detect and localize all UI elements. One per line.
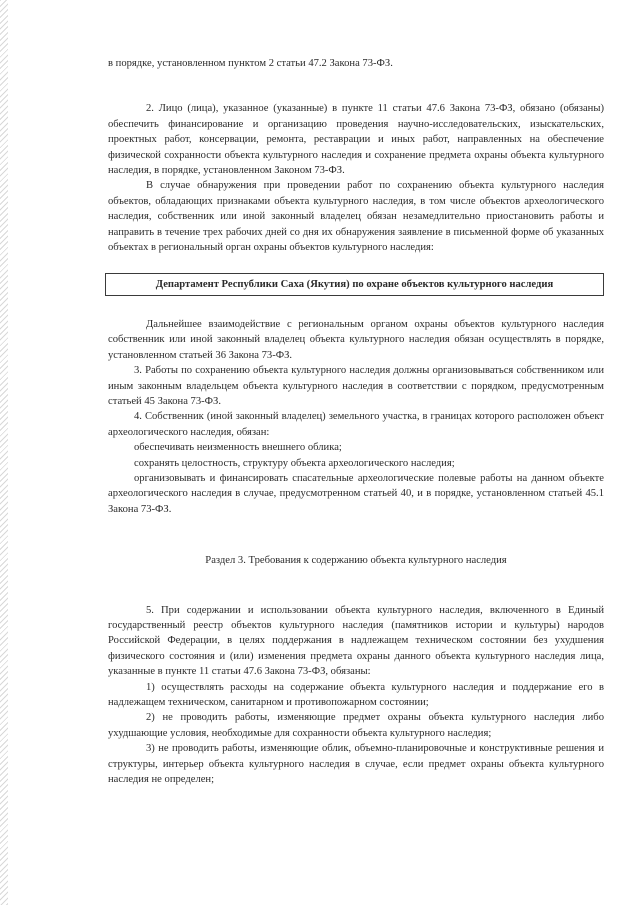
paragraph-interaction: Дальнейшее взаимодействие с региональным органом охраны объектов культурного наследия собственник или иной законный владелец объекта культурного наследия обязан осуществлять в порядке, установленном статьей 36 Закона 73-ФЗ. xyxy=(108,318,604,361)
paragraph-5: 5. При содержании и использовании объекта культурного наследия, включенного в Единый государственный реестр объектов культурного наследия (памятников истории и культуры) народов Российской Федерации, в целях поддержания в надлежащем техническом состоянии без ухудшения физического состояния и (или) изменения предмета охраны данного объекта культурного наследия лица, указанные в пункте 11 статьи 47.6 Закона 73-ФЗ, обязаны: xyxy=(108,604,604,678)
list-item-1: 1) осуществлять расходы на содержание объекта культурного наследия и поддержание его в надлежащем техническом, санитарном и противопожарном состоянии; xyxy=(108,681,604,708)
paragraph-discovery: В случае обнаружения при проведении работ по сохранению объекта культурного наследия объектов, обладающих признаками объекта культурного наследия, в том числе объектов археологического наследия, собственник или иной законный владелец обязан незамедлительно приостановить работы и направить в течение трех рабочих дней со дня их обнаружения заявление в письменной форме об указанных объектах в региональный орган охраны объектов культурного наследия: xyxy=(108,180,604,254)
paragraph-4: 4. Собственник (иной законный владелец) земельного участка, в границах которого расположен объект археологического наследия, обязан: xyxy=(108,411,604,438)
list-item-appearance: обеспечивать неизменность внешнего облика; xyxy=(134,442,342,454)
scan-binding-edge xyxy=(0,0,8,905)
authority-name-box: Департамент Республики Саха (Якутия) по охране объектов культурного наследия xyxy=(105,273,604,295)
list-item-3: 3) не проводить работы, изменяющие облик, объемно-планировочные и конструктивные решения и структуры, интерьер объекта культурного наследия в случае, если предмет охраны объекта культурного наследия не определен; xyxy=(108,743,604,786)
list-item-integrity: сохранять целостность, структуру объекта археологического наследия; xyxy=(134,457,455,469)
list-item-2: 2) не проводить работы, изменяющие предмет охраны объекта культурного наследия либо ухудшающие условия, необходимые для сохранности объекта культурного наследия; xyxy=(108,712,604,739)
paragraph-3: 3. Работы по сохранению объекта культурного наследия должны организовываться собственником или иным законным владельцем объекта культурного наследия в соответствии с порядком, предусмотренным статьей 45 Закона 73-ФЗ. xyxy=(108,365,604,407)
list-item-rescue-works: организовывать и финансировать спасательные археологические полевые работы на данном объекте археологического наследия в случае, предусмотренном статьей 40, и в порядке, установленном статьей 45.1 Закона 73-ФЗ. xyxy=(108,472,604,515)
paragraph-2: 2. Лицо (лица), указанное (указанные) в пункте 11 статьи 47.6 Закона 73-ФЗ, обязано (обязаны) обеспечить финансирование и организацию проведения научно-исследовательских, изыскательских, проектных работ, консервации, ремонта, реставрации и иных работ, направленных на обеспечение физической сохранности объекта культурного наследия и сохранение предмета охраны объекта культурного наследия, в порядке, установленном Законом 73-ФЗ. xyxy=(108,103,604,177)
lead-paragraph: в порядке, установленном пунктом 2 статьи 47.2 Закона 73-ФЗ. xyxy=(108,58,393,69)
section-3-heading: Раздел 3. Требования к содержанию объекта культурного наследия xyxy=(205,555,507,567)
document-page xyxy=(108,56,604,787)
